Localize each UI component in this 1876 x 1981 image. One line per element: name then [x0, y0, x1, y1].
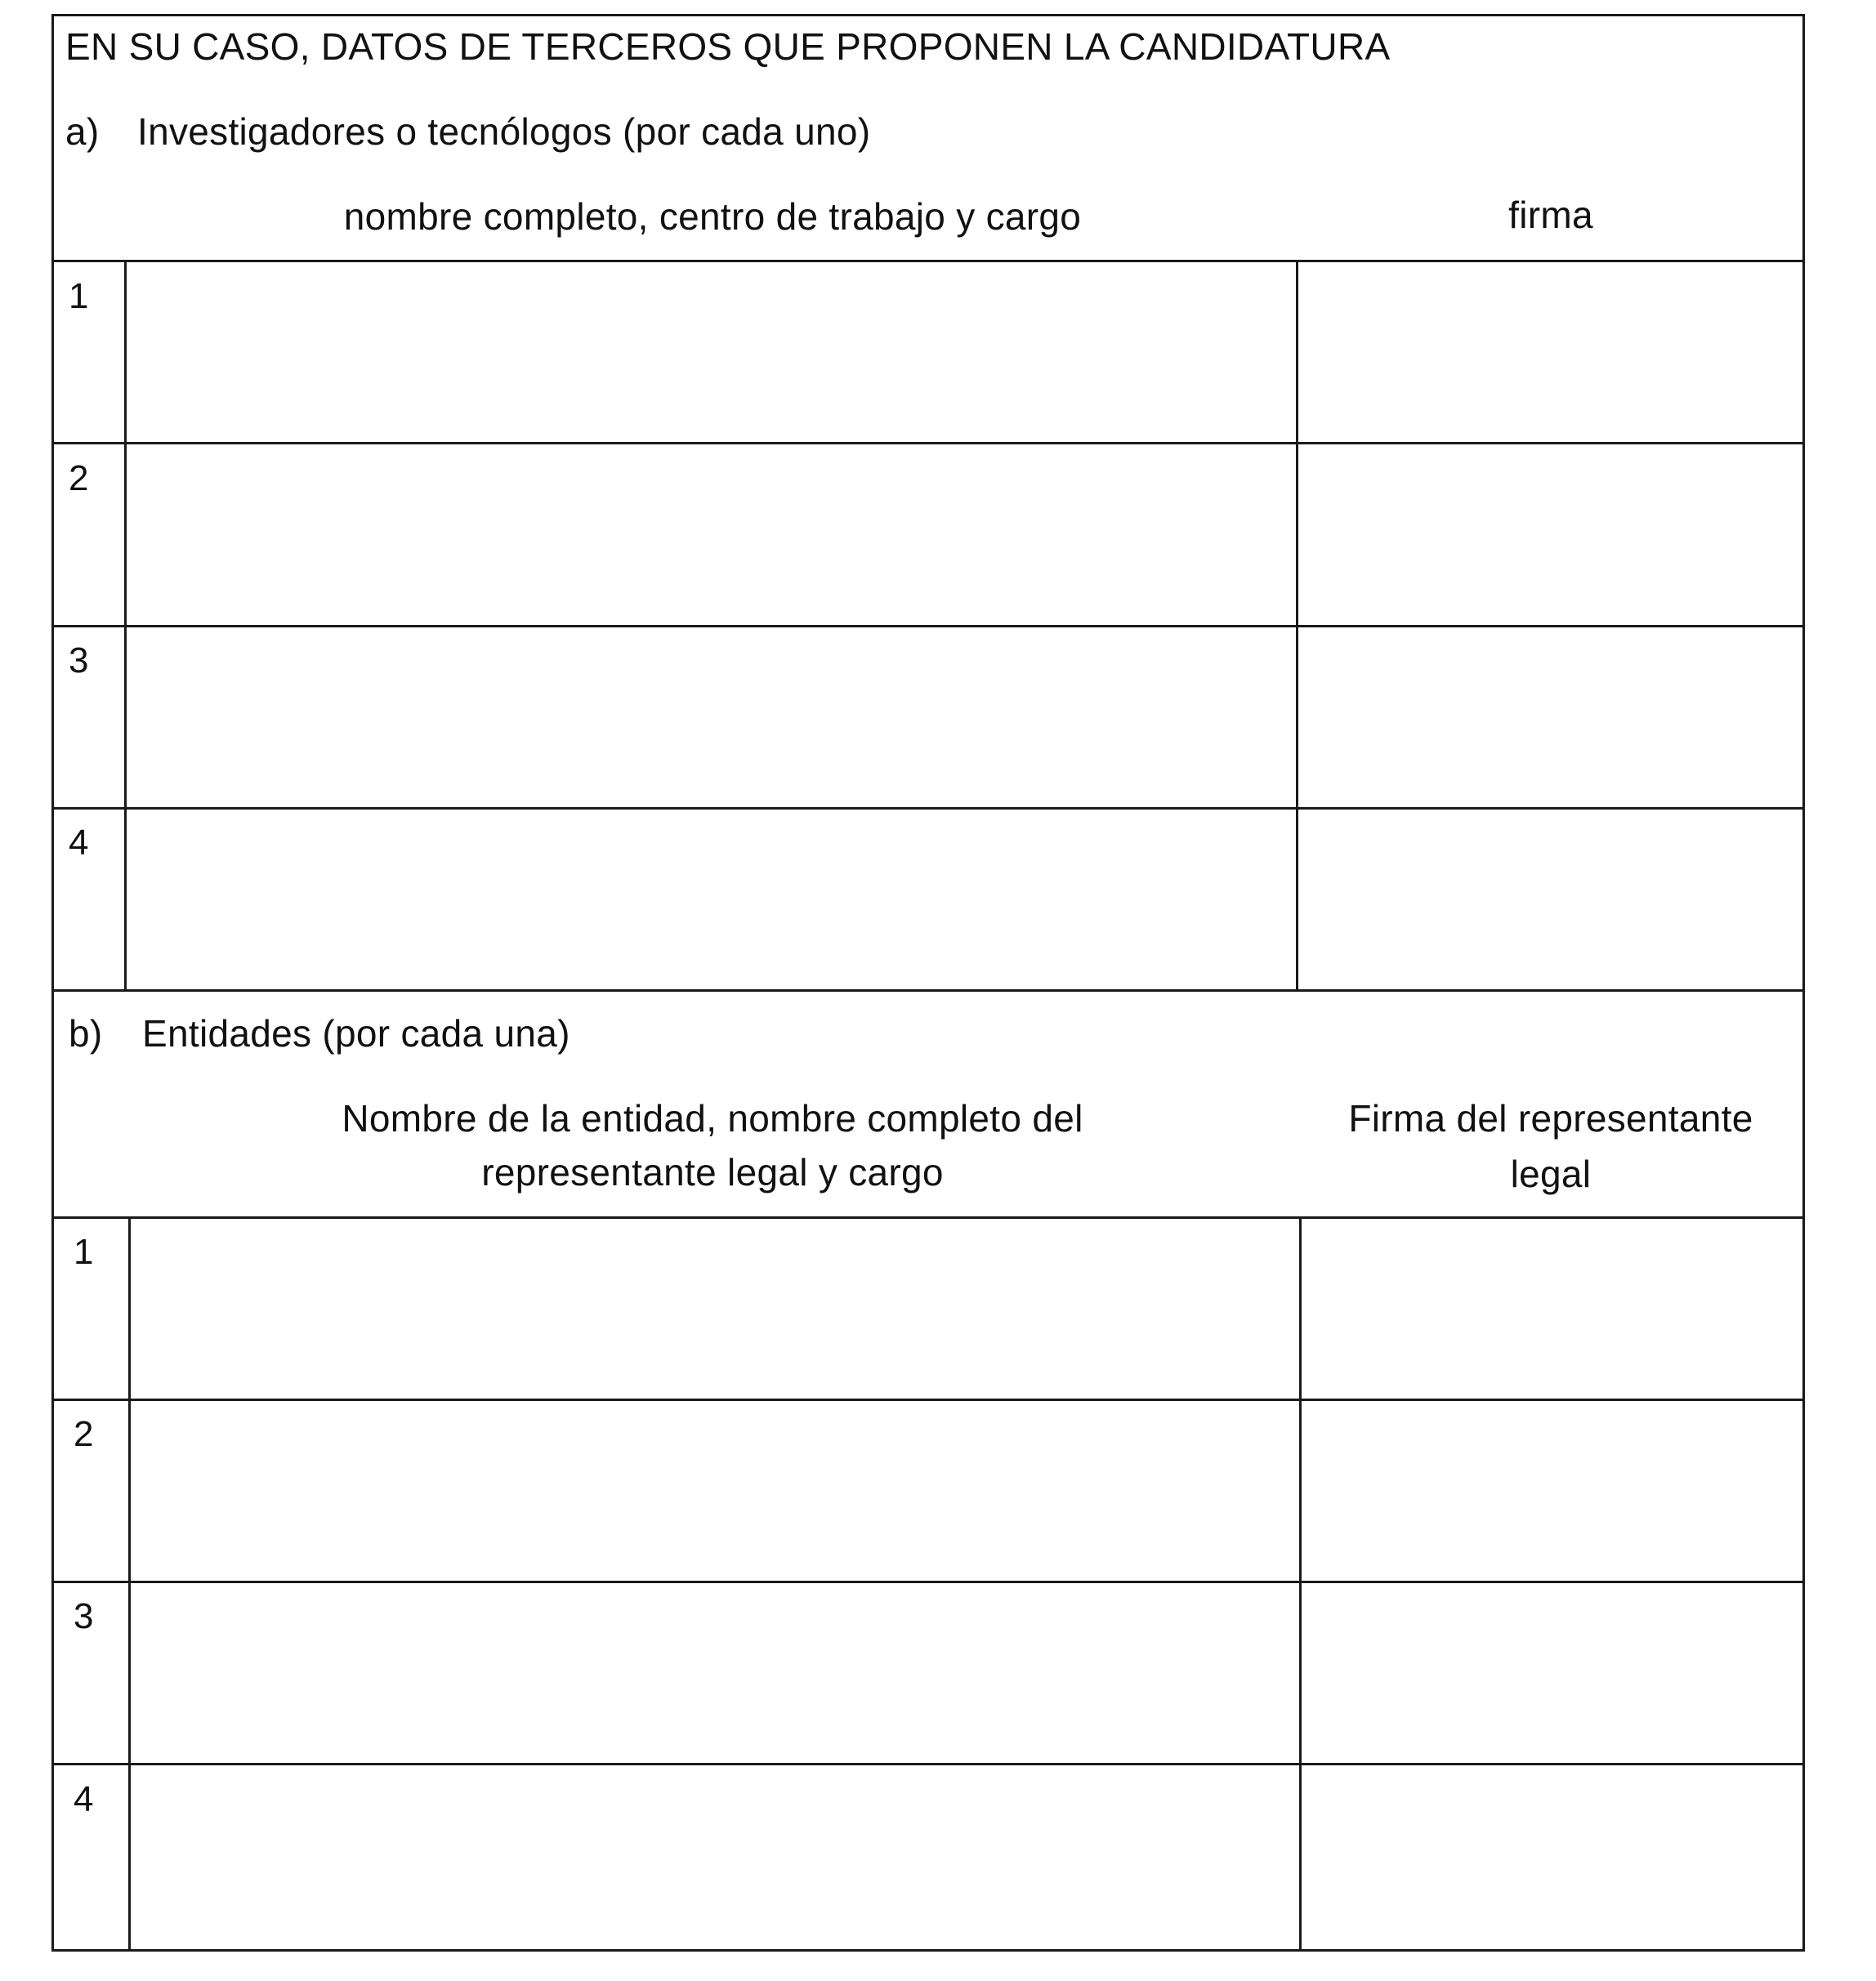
section-b-name-field[interactable] — [131, 1583, 1299, 1763]
section-b-row-number: 3 — [74, 1596, 94, 1636]
section-a-name-field[interactable] — [127, 627, 1296, 807]
section-b-name-header-line1: Nombre de la entidad, nombre completo del — [342, 1097, 1083, 1140]
section-a-row-number: 2 — [69, 458, 89, 498]
section-a-name-header: nombre completo, centro de trabajo y cargo — [343, 195, 1082, 238]
section-a-row-number: 3 — [69, 640, 89, 680]
section-b-row-number: 4 — [74, 1779, 94, 1819]
section-a-sign-header: firma — [1508, 194, 1593, 236]
section-a-marker: a) — [65, 110, 100, 153]
section-a-row-number: 4 — [69, 823, 89, 863]
section-a-name-field[interactable] — [127, 444, 1296, 625]
section-b-marker: b) — [69, 1012, 103, 1055]
section-a-signature-field[interactable] — [1298, 627, 1805, 807]
section-b-name-field[interactable] — [131, 1765, 1299, 1949]
section-a-name-field[interactable] — [127, 810, 1296, 989]
section-b-sign-header-line1: Firma del representante — [1348, 1097, 1753, 1140]
section-b-name-field[interactable] — [131, 1401, 1299, 1581]
section-a-name-field[interactable] — [127, 262, 1296, 442]
section-b-name-field[interactable] — [131, 1219, 1299, 1399]
section-b-signature-field[interactable] — [1302, 1401, 1805, 1581]
form-title: EN SU CASO, DATOS DE TERCEROS QUE PROPONEN LA CANDIDATURA — [65, 25, 1391, 68]
section-b-signature-field[interactable] — [1302, 1765, 1805, 1949]
section-b-row-number: 1 — [74, 1232, 94, 1272]
section-a-heading: Investigadores o tecnólogos (por cada uno) — [137, 110, 871, 153]
section-a-signature-field[interactable] — [1298, 444, 1805, 625]
section-b-row-number: 2 — [74, 1414, 94, 1454]
section-b-sign-header-line2: legal — [1510, 1153, 1592, 1195]
section-a-signature-field[interactable] — [1298, 810, 1805, 989]
section-a-row-number: 1 — [69, 276, 89, 316]
section-a-bottom-divider — [51, 989, 1805, 992]
section-b-signature-field[interactable] — [1302, 1583, 1805, 1763]
section-b-heading: Entidades (por cada una) — [142, 1012, 570, 1055]
section-a-signature-field[interactable] — [1298, 262, 1805, 442]
section-b-signature-field[interactable] — [1302, 1219, 1805, 1399]
section-b-name-header-line2: representante legal y cargo — [481, 1151, 944, 1194]
